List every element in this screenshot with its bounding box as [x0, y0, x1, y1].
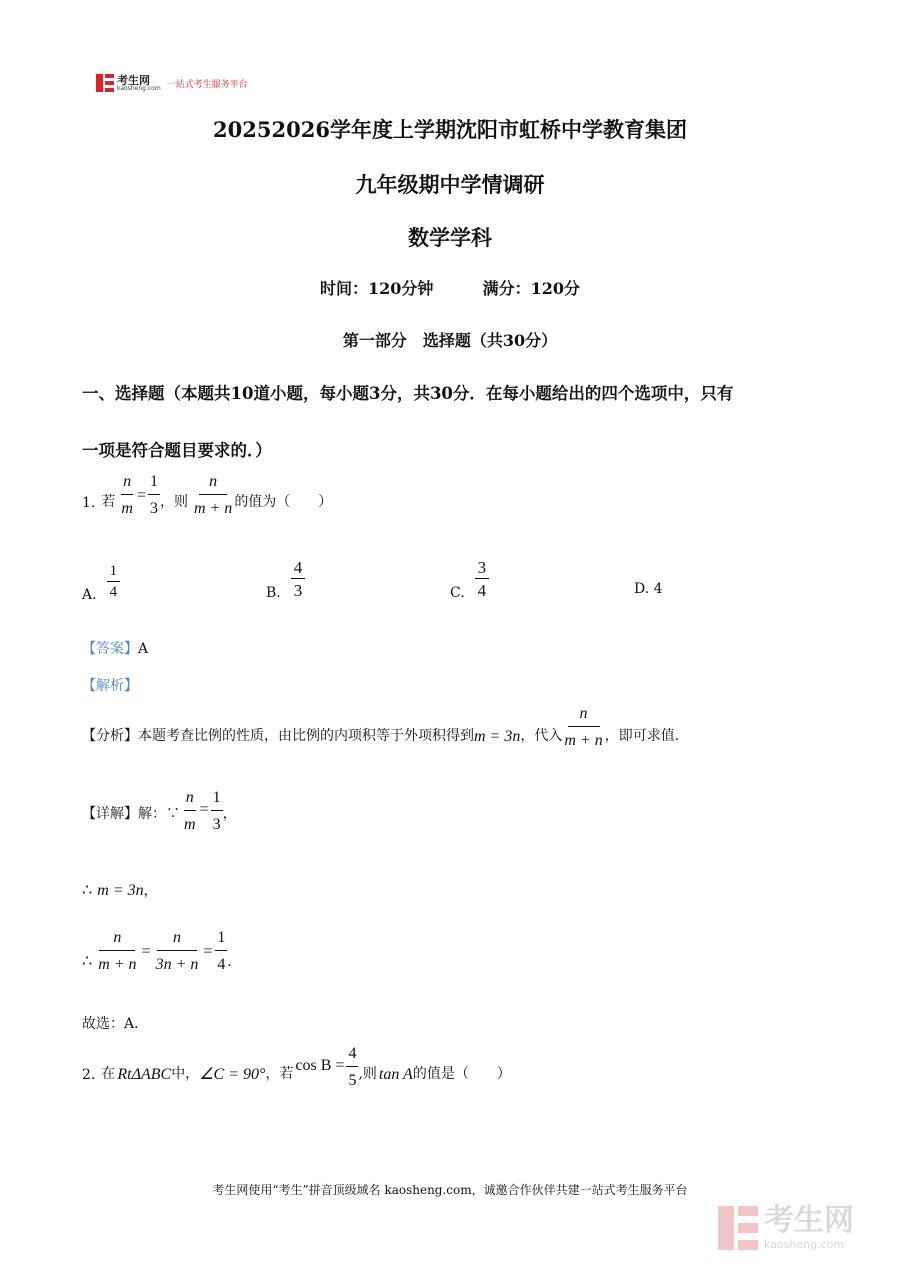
step1-equation: m = 3n	[97, 882, 144, 899]
step2-f1-num: n	[99, 930, 135, 951]
option-b-fraction	[291, 559, 306, 599]
answer-tag: 【答案】	[82, 641, 138, 657]
exam-title: 20252026学年度上学期沈阳市虹桥中学教育集团	[213, 117, 687, 142]
watermark-logo	[718, 1203, 854, 1251]
q2-triangle: RtΔABC	[117, 1066, 172, 1083]
q2-tan: tan A	[378, 1066, 413, 1083]
q2-fraction-num: 4	[346, 1046, 358, 1067]
step2-equals-1: =	[141, 943, 151, 960]
detail-rhs-den: 3	[212, 816, 221, 833]
q1-target-numerator: n	[199, 474, 227, 495]
therefore-symbol-2: ∴	[82, 953, 93, 970]
kaosheng-watermark-icon	[718, 1206, 758, 1250]
option-c-label: C.	[450, 585, 465, 601]
q2-cos: cos B =	[295, 1057, 345, 1074]
q1-then: ，则	[159, 494, 188, 510]
step2-fraction-2	[154, 930, 201, 973]
q1-equals: =	[136, 487, 146, 504]
fenxi-tag: 【分析】	[82, 728, 138, 744]
q2-number: 2.	[82, 1067, 96, 1083]
score-label: 满分：120分	[482, 279, 580, 298]
option-c[interactable]	[450, 557, 489, 601]
q1-numerator-1: 1	[148, 474, 160, 495]
option-a-num: 1	[109, 563, 118, 579]
logo-domain: kaosheng.com	[117, 84, 161, 92]
detail-rhs-num: 1	[211, 790, 223, 811]
step-1	[82, 880, 158, 900]
logo-slogan: 一站式考生服务平台	[166, 79, 248, 90]
fenxi-text: 本题考查比例的性质，由比例的内项积等于外项积得到	[138, 728, 474, 744]
step2-fraction-3	[215, 930, 227, 973]
option-a[interactable]	[82, 561, 120, 603]
subject-title: 数学学科	[408, 225, 492, 250]
site-logo	[96, 72, 248, 94]
footer-text: 考生网使用“考生”拼音顶级域名 kaosheng.com，诚邀合作伙伴共建一站式考生服务平台	[212, 1183, 688, 1197]
fenxi-equation: m = 3n	[474, 728, 521, 745]
answer-value: A	[138, 641, 149, 657]
q2-fraction-den: 5	[348, 1072, 357, 1089]
option-c-fraction	[475, 559, 490, 599]
q2-pre: 在	[101, 1066, 116, 1082]
fenxi-tail: ，即可求值．	[604, 728, 689, 744]
option-a-label: A.	[82, 587, 97, 603]
q1-number: 1.	[82, 495, 96, 511]
detail-tag: 【详解】	[82, 806, 138, 822]
q1-if: 若	[101, 494, 116, 510]
answer-line	[82, 638, 148, 658]
q1-target-denominator: m + n	[193, 500, 233, 517]
therefore-symbol: ∴	[82, 882, 93, 899]
watermark-name: 考生网	[764, 1203, 854, 1238]
q2-then: ,则	[358, 1066, 377, 1082]
logo-name: 考生网	[117, 73, 150, 87]
option-c-den: 4	[475, 578, 490, 599]
detail-fraction-rhs	[211, 790, 223, 833]
instructions-line2: 一项是符合题目要求的．）	[82, 441, 272, 460]
detail-line	[82, 790, 237, 833]
step2-equals-2: =	[203, 943, 213, 960]
step-2	[82, 930, 241, 973]
option-a-fraction	[107, 564, 121, 600]
question-1	[82, 474, 332, 517]
q1-ratio-rhs	[148, 474, 160, 517]
watermark-domain: kaosheng.com	[764, 1238, 845, 1251]
fenxi-line	[82, 706, 689, 749]
detail-lhs-den: m	[184, 816, 196, 833]
detail-lhs-num: n	[184, 790, 196, 811]
section-title: 第一部分 选择题（共30分）	[342, 331, 558, 350]
q1-numerator-n: n	[121, 474, 133, 495]
exam-meta	[0, 276, 900, 299]
option-b-num: 4	[293, 558, 303, 577]
detail-equals: =	[199, 801, 209, 818]
detail-fraction-lhs	[182, 790, 198, 833]
step2-period: ．	[227, 954, 242, 970]
detail-text: 解：∵	[138, 806, 180, 822]
detail-comma: ，	[222, 806, 237, 822]
q2-if: ，若	[265, 1066, 294, 1082]
q2-fraction	[346, 1046, 358, 1089]
q2-angle: ∠C = 90°	[199, 1066, 266, 1083]
q2-tail: 的值是（ ）	[412, 1066, 511, 1082]
instructions-line1: 一、选择题（本题共10道小题，每小题3分，共30分．在每小题给出的四个选项中，只有	[82, 384, 734, 403]
option-b-den: 3	[291, 578, 306, 599]
step2-f3-num: 1	[215, 930, 227, 951]
option-a-den: 4	[107, 581, 121, 600]
question-2	[82, 1046, 511, 1089]
step2-fraction-1	[96, 930, 138, 973]
option-b-label: B.	[266, 585, 281, 601]
option-c-num: 3	[477, 558, 487, 577]
q1-tail: 的值为（ ）	[234, 494, 333, 510]
fenxi-fraction-num: n	[568, 706, 600, 727]
q1-target-fraction	[192, 474, 234, 517]
q1-denominator-m: m	[121, 500, 133, 517]
step2-f3-den: 4	[217, 956, 226, 973]
step2-f2-num: n	[157, 930, 197, 951]
option-d[interactable]: D. 4	[634, 581, 663, 597]
kaosheng-logo-icon	[96, 74, 114, 92]
q1-denominator-3: 3	[149, 500, 158, 517]
time-label: 时间：120分钟	[320, 279, 434, 298]
q2-mid: 中，	[171, 1066, 200, 1082]
fenxi-fraction-den: m + n	[564, 732, 603, 749]
choose-answer: 故选：A．	[82, 1016, 149, 1032]
step2-f1-den: m + n	[98, 956, 137, 973]
exam-subtitle: 九年级期中学情调研	[355, 172, 545, 197]
analysis-tag: 【解析】	[82, 678, 138, 694]
step1-comma: ，	[143, 883, 158, 899]
q1-ratio-lhs	[119, 474, 135, 517]
option-b[interactable]	[266, 557, 305, 601]
fenxi-fraction	[562, 706, 604, 749]
step2-f2-den: 3n + n	[155, 956, 199, 973]
fenxi-substitute: ，代入	[520, 728, 563, 744]
